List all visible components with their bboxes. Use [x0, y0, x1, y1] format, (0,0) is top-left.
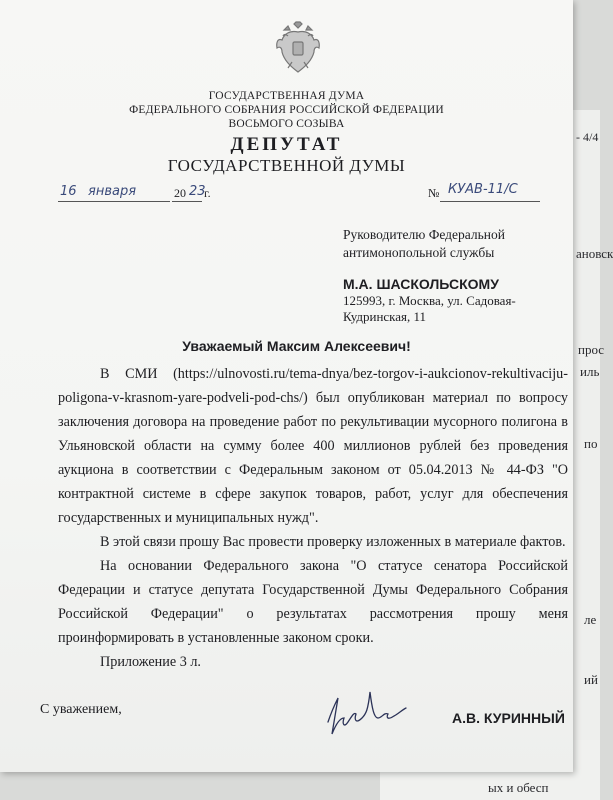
- date-year-prefix: 20: [174, 186, 186, 200]
- body-paragraph: Приложение 3 л.: [100, 654, 201, 670]
- date-month: января: [88, 184, 137, 199]
- body-paragraph: В этой связи прошу Вас провести проверку изложенных в материале фактов.: [100, 534, 566, 550]
- date-day: 16: [60, 184, 77, 199]
- background-text: прос: [578, 342, 605, 357]
- signer-name: А.В. КУРИННЫЙ: [452, 710, 565, 726]
- letterhead-line: ФЕДЕРАЛЬНОГО СОБРАНИЯ РОССИЙСКОЙ ФЕДЕРАЦИИ: [129, 104, 444, 116]
- background-text: иль: [580, 364, 600, 379]
- date-year-suffix: 23: [189, 184, 206, 199]
- background-text: по: [584, 436, 598, 451]
- letterhead-title: ДЕПУТАТ: [230, 134, 343, 155]
- body-paragraph: На основании Федерального закона "О статусе сенатора Российской Федерации и статусе депутата Государственной Думы Федерального Собрания Российской Федерации" о результатах рассмотрения прошу меня проинформировать в установленные законом сроки.: [58, 558, 568, 646]
- date-underline: [58, 201, 170, 202]
- outgoing-number-value: КУАВ-11/С: [448, 182, 518, 197]
- background-text: ых и обесп: [488, 780, 549, 795]
- letterhead-line: ГОСУДАРСТВЕННАЯ ДУМА: [208, 90, 365, 102]
- double-headed-eagle-emblem-icon: [274, 22, 322, 74]
- background-text: ле: [584, 612, 597, 627]
- handwritten-signature: [322, 688, 412, 748]
- salutation: Уважаемый Максим Алексеевич!: [182, 338, 411, 354]
- recipient-position: антимонопольной службы: [343, 245, 495, 260]
- date-year-mark: г.: [204, 186, 211, 200]
- recipient-name: М.А. ШАСКОЛЬСКОМУ: [343, 276, 499, 292]
- letterhead-subtitle: ГОСУДАРСТВЕННОЙ ДУМЫ: [167, 156, 406, 175]
- background-text: ановск: [576, 246, 613, 261]
- number-underline: [440, 201, 540, 202]
- background-text: - 4/4: [576, 130, 599, 144]
- recipient-address: 125993, г. Москва, ул. Садовая-: [343, 293, 516, 308]
- recipient-position: Руководителю Федеральной: [343, 227, 505, 242]
- outgoing-number-label: №: [428, 186, 440, 200]
- letterhead-line: ВОСЬМОГО СОЗЫВА: [228, 118, 345, 130]
- background-text: ий: [584, 672, 598, 687]
- letter-body: [58, 362, 568, 674]
- body-paragraph: В СМИ (https://ulnovosti.ru/tema-dnya/bez-torgov-i-aukcionov-rekultivaciju-poligona-v-krasnom-yare-podveli-pod-chs/) был опубликован материал по вопросу заключения договора на проведение работ по рекультивации мусорного полигона в Ульяновской области на сумму более 400 миллионов рублей без проведения аукциона в соответствии с Федеральным законом от 05.04.2013 № 44-ФЗ "О контрактной системе в сфере закупок товаров, работ, услуг для обеспечения государственных и муниципальных нужд".: [58, 366, 568, 526]
- closing: С уважением,: [40, 702, 122, 717]
- recipient-address: Кудринская, 11: [343, 309, 427, 324]
- date-underline: [172, 201, 202, 202]
